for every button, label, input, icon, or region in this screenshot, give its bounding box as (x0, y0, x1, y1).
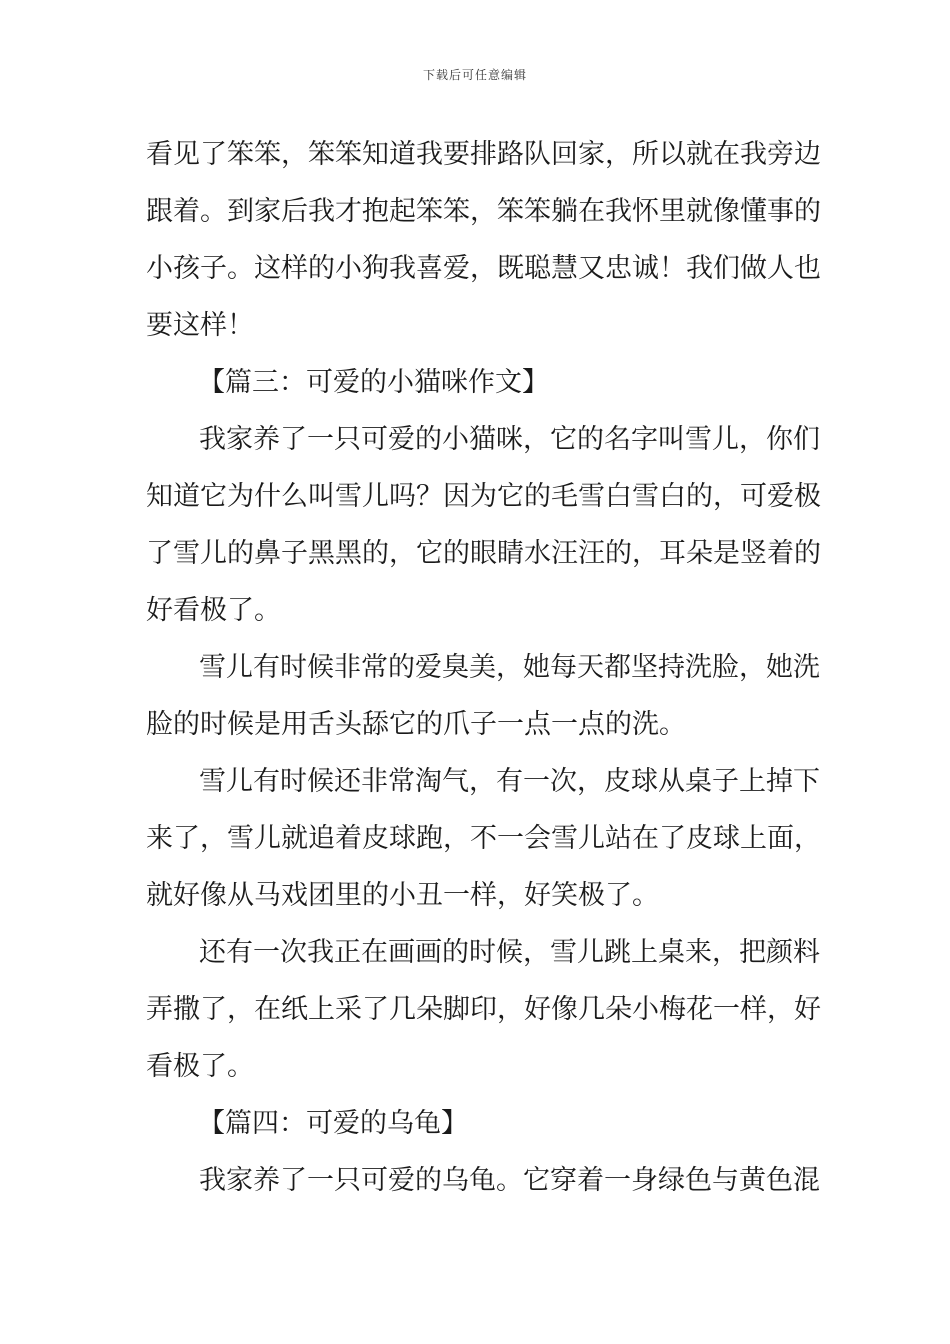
text-line: 要这样！ (146, 310, 254, 341)
text-line: 弄撒了，在纸上采了几朵脚印，好像几朵小梅花一样，好 (146, 994, 821, 1025)
text-line: 我家养了一只可爱的乌龟。它穿着一身绿色与黄色混 (199, 1165, 820, 1196)
text-line: 好看极了。 (146, 595, 281, 626)
page-header: 下载后可任意编辑 (422, 68, 527, 82)
text-line: 我家养了一只可爱的小猫咪，它的名字叫雪儿，你们 (199, 424, 820, 455)
text-line: 雪儿有时候还非常淘气，有一次，皮球从桌子上掉下 (199, 766, 820, 797)
text-line: 小孩子。这样的小狗我喜爱，既聪慧又忠诚！我们做人也 (146, 253, 821, 284)
section-heading: 【篇四：可爱的乌龟】 (198, 1108, 468, 1139)
text-line: 就好像从马戏团里的小丑一样，好笑极了。 (146, 880, 659, 911)
text-line: 还有一次我正在画画的时候，雪儿跳上桌来，把颜料 (199, 937, 820, 968)
text-line: 雪儿有时候非常的爱臭美，她每天都坚持洗脸，她洗 (199, 652, 820, 683)
section-heading: 【篇三：可爱的小猫咪作文】 (198, 367, 549, 398)
text-line: 跟着。到家后我才抱起笨笨，笨笨躺在我怀里就像懂事的 (146, 196, 821, 227)
text-line: 了雪儿的鼻子黑黑的，它的眼睛水汪汪的，耳朵是竖着的 (146, 538, 821, 569)
text-line: 看极了。 (146, 1051, 254, 1082)
document-body (146, 126, 821, 1209)
text-line: 知道它为什么叫雪儿吗？因为它的毛雪白雪白的，可爱极 (146, 481, 821, 512)
text-line: 来了，雪儿就追着皮球跑，不一会雪儿站在了皮球上面， (146, 823, 821, 854)
text-line: 看见了笨笨，笨笨知道我要排路队回家，所以就在我旁边 (146, 139, 821, 170)
text-line: 脸的时候是用舌头舔它的爪子一点一点的洗。 (146, 709, 686, 740)
